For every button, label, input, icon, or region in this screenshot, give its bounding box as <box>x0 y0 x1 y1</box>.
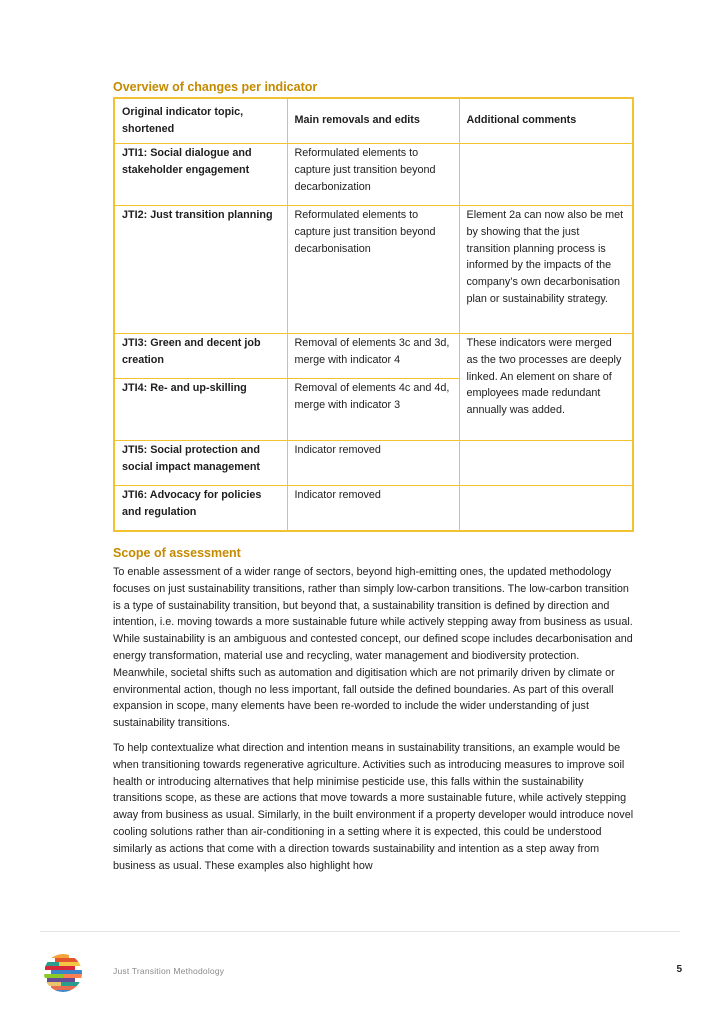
indicator-topic-cell: JTI5: Social protection and social impact management <box>114 441 287 486</box>
comments-cell: These indicators were merged as the two processes are deeply linked. An element on share of employees made redundant annually was added. <box>459 334 633 441</box>
striped-circle-logo-icon <box>43 953 83 993</box>
table-row <box>114 441 633 486</box>
body-paragraph: To enable assessment of a wider range of sectors, beyond high-emitting ones, the updated methodology focuses on just sustainability transitions, rather than simply low-carbon transitions. The low-carbon transition is a type of sustainability transition, but beyond that, a sustainability transition is defined by direction and intention, i.e. moving towards a more sustainable future while actively stepping away from business as usual. While sustainability is an ambiguous and contested concept, our defined scope includes decarbonisation and energy transformation, material use and recycling, water management and biodiversity protection. Meanwhile, societal shifts such as automation and digitisation which are not primarily driven by climate or environmental action, though no less important, fall outside the defined boundaries. As part of this overall expansion in scope, many elements have been re-worded to include the wider understanding of just sustainability transitions. <box>113 566 633 730</box>
indicator-topic-cell: JTI2: Just transition planning <box>114 206 287 334</box>
table-header-cell: Main removals and edits <box>287 98 459 144</box>
table-row <box>114 334 633 379</box>
table-row <box>114 486 633 532</box>
section-heading-overview: Overview of changes per indicator <box>113 80 318 94</box>
edits-cell: Removal of elements 3c and 3d, merge with indicator 4 <box>287 334 459 379</box>
footer-document-title: Just Transition Methodology <box>113 966 225 976</box>
indicator-topic-cell: JTI3: Green and decent job creation <box>114 334 287 379</box>
indicator-topic-cell: JTI6: Advocacy for policies and regulation <box>114 486 287 532</box>
table-header-cell: Additional comments <box>459 98 633 144</box>
page-number: 5 <box>676 964 682 975</box>
edits-cell: Indicator removed <box>287 486 459 532</box>
comments-cell <box>459 486 633 532</box>
comments-cell: Element 2a can now also be met by showing that the just transition planning process is informed by the impacts of the company’s own decarbonisation plan or sustainability strategy. <box>459 206 633 334</box>
table-row <box>114 206 633 334</box>
edits-cell: Removal of elements 4c and 4d, merge with indicator 3 <box>287 379 459 441</box>
edits-cell: Indicator removed <box>287 441 459 486</box>
table-header-cell: Original indicator topic, shortened <box>114 98 287 144</box>
comments-cell <box>459 441 633 486</box>
table-row <box>114 144 633 206</box>
indicator-topic-cell: JTI1: Social dialogue and stakeholder engagement <box>114 144 287 206</box>
edits-cell: Reformulated elements to capture just transition beyond decarbonisation <box>287 206 459 334</box>
indicator-changes-table <box>113 97 634 532</box>
body-paragraph: To help contextualize what direction and intention means in sustainability transitions, an example would be when transitioning towards regenerative agriculture. Activities such as introducing measures to improve soil health or introducing alternatives that help minimise pesticide use, this falls within the sustainability transitions scope, as these are actions that move towards a more sustainable future, while actively stepping away from business as usual. Similarly, in the built environment if a property developer would introduce novel cooling solutions rather than air-conditioning in a setting where it is expected, this could be understood similarly as actions that come with a direction towards sustainability and intention as a step away from business as usual. These examples also highlight how <box>113 742 634 872</box>
section-heading-scope: Scope of assessment <box>113 546 241 560</box>
footer-divider <box>40 931 680 932</box>
edits-cell: Reformulated elements to capture just transition beyond decarbonization <box>287 144 459 206</box>
table-header-row <box>114 98 633 144</box>
indicator-topic-cell: JTI4: Re- and up-skilling <box>114 379 287 441</box>
comments-cell <box>459 144 633 206</box>
